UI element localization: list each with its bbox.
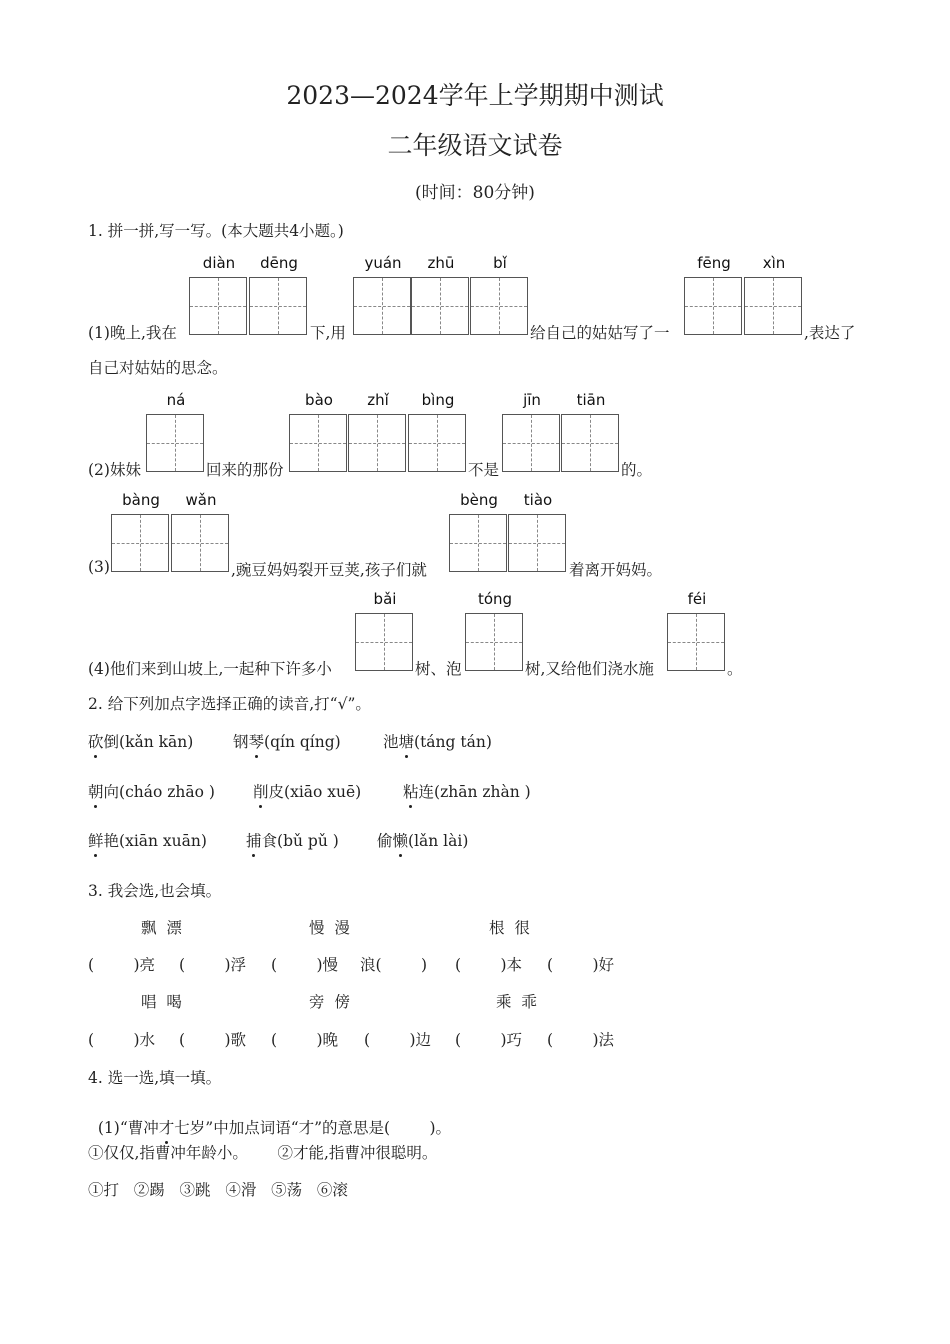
dotted-char: 砍 — [88, 730, 104, 752]
writing-box[interactable] — [502, 414, 560, 472]
q1-2-text-d: 的。 — [621, 461, 653, 479]
writing-box[interactable] — [561, 414, 619, 472]
q3-char-group: 飘 漂 — [141, 919, 182, 937]
writing-box[interactable] — [355, 613, 413, 671]
q1-4-text-d: 。 — [727, 660, 743, 678]
writing-box[interactable] — [249, 277, 307, 335]
q1-3-text-b: ,豌豆妈妈裂开豆荚,孩子们就 — [231, 561, 427, 579]
q2-item — [253, 780, 361, 802]
pinyin-bang: bàng — [122, 491, 160, 509]
writing-box[interactable] — [744, 277, 802, 335]
pinyin-bai: bǎi — [373, 590, 397, 608]
writing-box[interactable] — [189, 277, 247, 335]
dotted-char: 琴 — [249, 730, 265, 752]
pinyin-yuan: yuán — [364, 254, 402, 272]
exam-subtitle: 二年级语文试卷 — [387, 131, 563, 160]
pinyin-tiao: tiào — [523, 491, 553, 509]
q3-blank[interactable]: ( )歌 — [179, 1031, 247, 1049]
writing-box[interactable] — [171, 514, 229, 572]
q2-item — [88, 780, 215, 802]
pinyin-options[interactable]: (bǔ pǔ ) — [277, 832, 339, 850]
dotted-char: 鲜 — [88, 829, 104, 851]
pinyin-zhi: zhǐ — [367, 391, 389, 409]
dotted-char: 捕 — [246, 829, 262, 851]
q1-4-text-a: (4)他们来到山坡上,一起种下许多小 — [88, 660, 332, 678]
writing-box[interactable] — [684, 277, 742, 335]
pinyin-wan: wǎn — [185, 491, 217, 509]
q3-blank[interactable]: ( )边 — [364, 1031, 432, 1049]
q2-item — [377, 829, 468, 851]
writing-box[interactable] — [667, 613, 725, 671]
q1-1-text-e: 自己对姑姑的思念。 — [88, 359, 228, 377]
q1-3-text-a: (3) — [88, 558, 110, 576]
q3-blank[interactable]: ( )本 — [455, 956, 523, 974]
q1-4-text-c: 树,又给他们浇水施 — [525, 660, 654, 678]
dotted-char: 朝 — [88, 780, 104, 802]
pinyin-deng: dēng — [260, 254, 298, 272]
pinyin-tian: tiān — [576, 391, 606, 409]
pinyin-na: ná — [166, 391, 186, 409]
pinyin-jin: jīn — [523, 391, 541, 409]
q3-blank[interactable]: 浪( ) — [360, 956, 428, 974]
q2-item — [383, 730, 492, 752]
q3-blank[interactable]: ( )水 — [88, 1031, 156, 1049]
dotted-char: 才 — [159, 1116, 175, 1138]
writing-box[interactable] — [470, 277, 528, 335]
q3-blank[interactable]: ( )好 — [547, 956, 615, 974]
pinyin-bao: bào — [305, 391, 333, 409]
pinyin-feng: fēng — [697, 254, 731, 272]
q4-heading: 4. 选一选,填一填。 — [88, 1069, 222, 1087]
q3-blank[interactable]: ( )巧 — [455, 1031, 523, 1049]
pinyin-options[interactable]: (qín qíng) — [264, 733, 341, 751]
pinyin-bing: bìng — [421, 391, 455, 409]
q2-item — [246, 829, 339, 851]
q3-blank[interactable]: ( )法 — [547, 1031, 615, 1049]
pinyin-fei: féi — [687, 590, 707, 608]
q2-item — [403, 780, 531, 802]
word-char: 倒 — [103, 733, 120, 751]
pinyin-tong: tóng — [477, 590, 513, 608]
pinyin-options[interactable]: (zhān zhàn ) — [434, 783, 531, 801]
word-char: 食 — [261, 832, 278, 850]
q4-question — [88, 1098, 451, 1138]
pinyin-options[interactable]: (xiāo xuē) — [284, 783, 362, 801]
q2-heading: 2. 给下列加点字选择正确的读音,打“√”。 — [88, 695, 371, 713]
q4-question-pre: (1)“曹冲 — [97, 1119, 159, 1137]
pinyin-bi: bǐ — [493, 254, 507, 272]
writing-box[interactable] — [111, 514, 169, 572]
q1-2-text-c: 不是 — [468, 461, 500, 479]
pinyin-options[interactable]: (táng tán) — [414, 733, 492, 751]
word-char: 钢 — [233, 733, 249, 751]
pinyin-beng: bèng — [460, 491, 498, 509]
q1-2-text-b: 回来的那份 — [206, 461, 284, 479]
q3-char-group: 乘 乖 — [496, 993, 537, 1011]
word-char: 皮 — [268, 783, 285, 801]
q1-heading: 1. 拼一拼,写一写。(本大题共4小题。) — [88, 222, 344, 240]
writing-box[interactable] — [146, 414, 204, 472]
writing-box[interactable] — [465, 613, 523, 671]
q2-item — [88, 730, 193, 752]
q3-blank[interactable]: ( )亮 — [88, 956, 156, 974]
pinyin-options[interactable]: (kǎn kān) — [119, 733, 194, 751]
word-char: 艳 — [103, 832, 120, 850]
writing-box[interactable] — [289, 414, 347, 472]
q2-item — [88, 829, 207, 851]
q1-1-text-c: 给自己的姑姑写了一 — [530, 324, 670, 342]
q1-1-text-a: (1)晚上,我在 — [88, 324, 177, 342]
q3-blank[interactable]: ( )慢 — [271, 956, 339, 974]
writing-box[interactable] — [408, 414, 466, 472]
pinyin-xin: xìn — [762, 254, 786, 272]
exam-time: (时间：80分钟) — [415, 183, 535, 203]
dotted-char: 塘 — [399, 730, 415, 752]
exam-title: 2023—2024学年上学期期中测试 — [286, 81, 664, 110]
q3-heading: 3. 我会选,也会填。 — [88, 882, 222, 900]
dotted-char: 削 — [253, 780, 269, 802]
q3-blank[interactable]: ( )晚 — [271, 1031, 339, 1049]
writing-box[interactable] — [353, 277, 411, 335]
pinyin-options[interactable]: (cháo zhāo ) — [119, 783, 215, 801]
q1-1-text-b: 下,用 — [310, 324, 346, 342]
q1-2-text-a: (2)妹妹 — [88, 461, 141, 479]
writing-box[interactable] — [449, 514, 507, 572]
q3-char-group: 旁 傍 — [309, 993, 350, 1011]
q1-4-text-b: 树、泡 — [415, 660, 462, 678]
q3-char-group: 唱 喝 — [141, 993, 182, 1011]
pinyin-options[interactable]: (lǎn lài) — [408, 832, 469, 850]
word-char: 向 — [103, 783, 120, 801]
q1-1-text-d: ,表达了 — [804, 324, 856, 342]
q1-3-text-c: 着离开妈妈。 — [569, 561, 663, 579]
word-char: 池 — [383, 733, 399, 751]
q3-blank[interactable]: ( )浮 — [179, 956, 247, 974]
word-char: 偷 — [377, 832, 393, 850]
q3-char-group: 根 很 — [489, 919, 530, 937]
dotted-char: 粘 — [403, 780, 419, 802]
word-char: 连 — [418, 783, 435, 801]
writing-box[interactable] — [348, 414, 406, 472]
q4-word-list: ①打 ②踢 ③跳 ④滑 ⑤荡 ⑥滚 — [88, 1181, 348, 1199]
writing-box[interactable] — [411, 277, 469, 335]
q4-options: ①仅仅,指曹冲年龄小。 ②才能,指曹冲很聪明。 — [88, 1144, 438, 1162]
q4-question-post: 七岁”中加点词语“才”的意思是( )。 — [174, 1119, 452, 1137]
q2-item — [233, 730, 341, 752]
pinyin-zhu: zhū — [427, 254, 455, 272]
q3-char-group: 慢 漫 — [309, 919, 350, 937]
pinyin-dian: diàn — [202, 254, 236, 272]
dotted-char: 懒 — [393, 829, 409, 851]
pinyin-options[interactable]: (xiān xuān) — [119, 832, 207, 850]
writing-box[interactable] — [508, 514, 566, 572]
